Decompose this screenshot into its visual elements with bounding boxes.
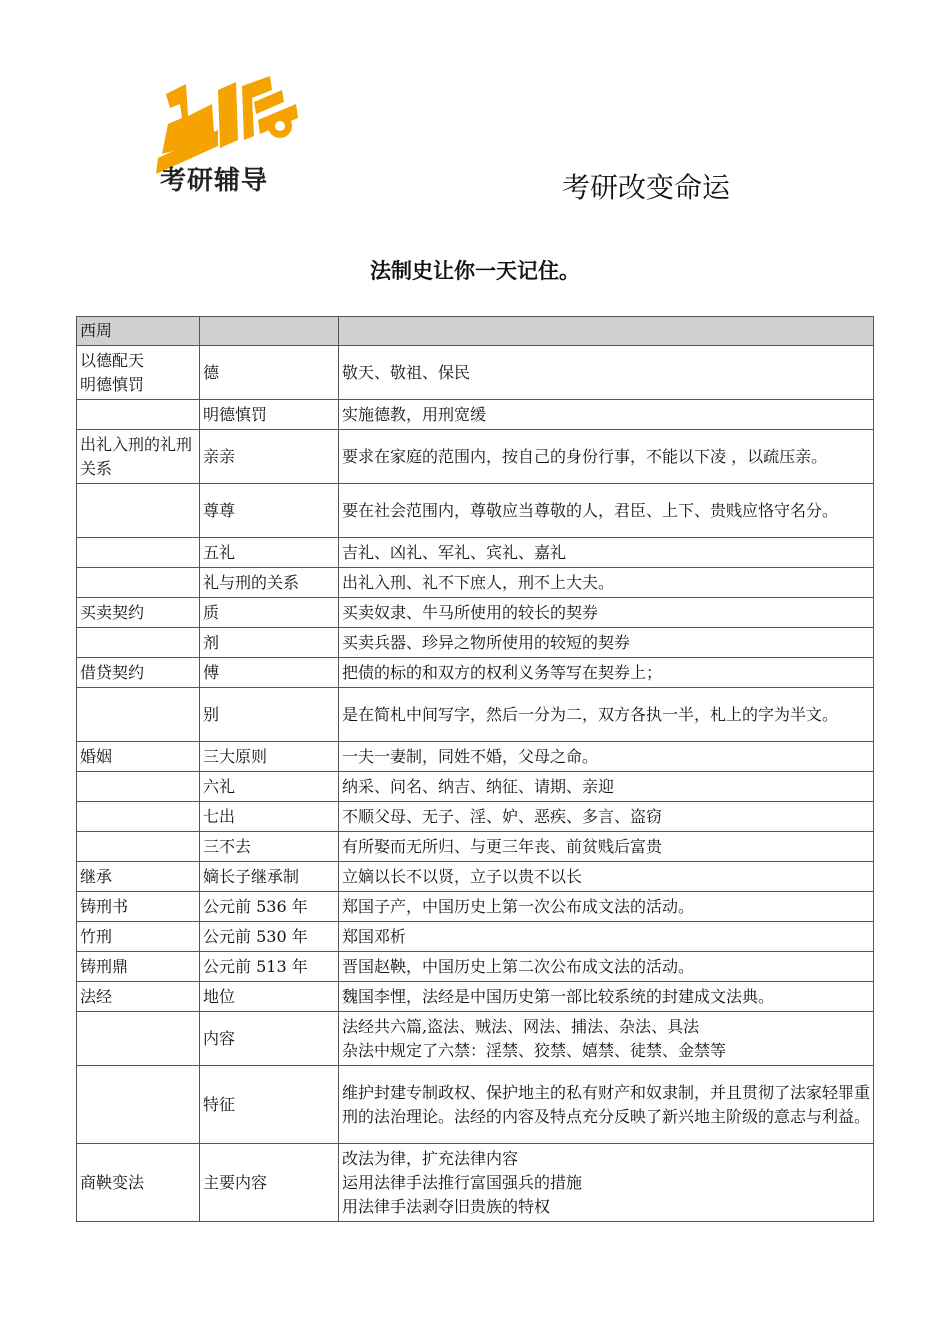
category-cell: 铸刑书 [77,892,200,922]
legal-history-table [76,316,874,1222]
category-cell: 铸刑鼎 [77,952,200,982]
header-cell [339,317,874,346]
table-row [77,568,874,598]
table-row [77,430,874,484]
content-cell: 法经共六篇,盗法、贼法、网法、捕法、杂法、具法 杂法中规定了六禁：淫禁、狡禁、嬉禁、徒禁、金禁等 [339,1012,874,1066]
content-cell: 有所娶而无所归、与更三年丧、前贫贱后富贵 [339,832,874,862]
item-cell: 五礼 [200,538,339,568]
table-row [77,346,874,400]
table-row [77,802,874,832]
category-cell [77,1012,200,1066]
header-cell: 西周 [77,317,200,346]
content-cell: 一夫一妻制，同姓不婚，父母之命。 [339,742,874,772]
table-row [77,892,874,922]
table-row [77,1066,874,1144]
content-cell: 晋国赵鞅，中国历史上第二次公布成文法的活动。 [339,952,874,982]
category-cell [77,628,200,658]
category-cell [77,772,200,802]
category-cell [77,688,200,742]
table-row [77,952,874,982]
item-cell: 礼与刑的关系 [200,568,339,598]
item-cell: 傅 [200,658,339,688]
content-cell: 郑国子产，中国历史上第一次公布成文法的活动。 [339,892,874,922]
item-cell: 六礼 [200,772,339,802]
content-cell: 郑国邓析 [339,922,874,952]
category-cell: 竹刑 [77,922,200,952]
category-cell: 出礼入刑的礼刑关系 [77,430,200,484]
content-cell: 维护封建专制政权、保护地主的私有财产和奴隶制，并且贯彻了法家轻罪重刑的法治理论。法经的内容及特点充分反映了新兴地主阶级的意志与利益。 [339,1066,874,1144]
category-cell [77,538,200,568]
content-cell: 纳采、问名、纳吉、纳征、请期、亲迎 [339,772,874,802]
item-cell: 别 [200,688,339,742]
item-cell: 七出 [200,802,339,832]
content-cell: 要在社会范围内，尊敬应当尊敬的人，君臣、上下、贵贱应恪守名分。 [339,484,874,538]
content-cell: 实施德教，用刑宽缓 [339,400,874,430]
slogan: 考研改变命运 [562,171,731,204]
item-cell: 内容 [200,1012,339,1066]
table-row [77,628,874,658]
item-cell: 主要内容 [200,1144,339,1222]
item-cell: 嫡长子继承制 [200,862,339,892]
category-cell: 婚姻 [77,742,200,772]
category-cell [77,1066,200,1144]
item-cell: 三大原则 [200,742,339,772]
table-row [77,538,874,568]
item-cell: 地位 [200,982,339,1012]
category-cell: 以德配天 明德慎罚 [77,346,200,400]
item-cell: 德 [200,346,339,400]
table-row [77,598,874,628]
content-cell: 买卖兵器、珍异之物所使用的较短的契券 [339,628,874,658]
content-cell: 把债的标的和双方的权利义务等写在契券上； [339,658,874,688]
content-cell: 魏国李悝，法经是中国历史第一部比较系统的封建成文法典。 [339,982,874,1012]
page-title: 法制史让你一天记住。 [370,259,580,283]
category-cell [77,802,200,832]
table-row [77,862,874,892]
item-cell: 公元前 513 年 [200,952,339,982]
item-cell: 特征 [200,1066,339,1144]
table-row [77,1144,874,1222]
content-cell: 敬天、敬祖、保民 [339,346,874,400]
table-row [77,484,874,538]
category-cell: 买卖契约 [77,598,200,628]
content-cell: 买卖奴隶、牛马所使用的较长的契券 [339,598,874,628]
item-cell: 尊尊 [200,484,339,538]
table-row [77,1012,874,1066]
item-cell: 质 [200,598,339,628]
content-cell: 改法为律，扩充法律内容 运用法律手法推行富国强兵的措施 用法律手法剥夺旧贵族的特权 [339,1144,874,1222]
category-cell [77,484,200,538]
header-cell [200,317,339,346]
category-cell: 法经 [77,982,200,1012]
item-cell: 剂 [200,628,339,658]
category-cell [77,400,200,430]
category-cell: 继承 [77,862,200,892]
category-cell: 商鞅变法 [77,1144,200,1222]
table-row [77,832,874,862]
category-cell [77,568,200,598]
content-cell: 立嫡以长不以贤，立子以贵不以长 [339,862,874,892]
table-row [77,688,874,742]
content-cell: 不顺父母、无子、淫、妒、恶疾、多言、盗窃 [339,802,874,832]
item-cell: 明德慎罚 [200,400,339,430]
content-cell: 是在简札中间写字，然后一分为二，双方各执一半，札上的字为半文。 [339,688,874,742]
table-row [77,658,874,688]
category-cell: 借贷契约 [77,658,200,688]
table-row [77,922,874,952]
item-cell: 公元前 530 年 [200,922,339,952]
item-cell: 三不去 [200,832,339,862]
table-header-row [77,317,874,346]
table-row [77,400,874,430]
item-cell: 亲亲 [200,430,339,484]
item-cell: 公元前 536 年 [200,892,339,922]
table-row [77,742,874,772]
content-cell: 出礼入刑、礼不下庶人，刑不上大夫。 [339,568,874,598]
table-row [77,772,874,802]
content-cell: 要求在家庭的范围内，按自己的身份行事，不能以下凌 ，以疏压亲。 [339,430,874,484]
content-cell: 吉礼、凶礼、军礼、宾礼、嘉礼 [339,538,874,568]
category-cell [77,832,200,862]
table-row [77,982,874,1012]
logo-text: 考研辅导 [160,166,269,196]
